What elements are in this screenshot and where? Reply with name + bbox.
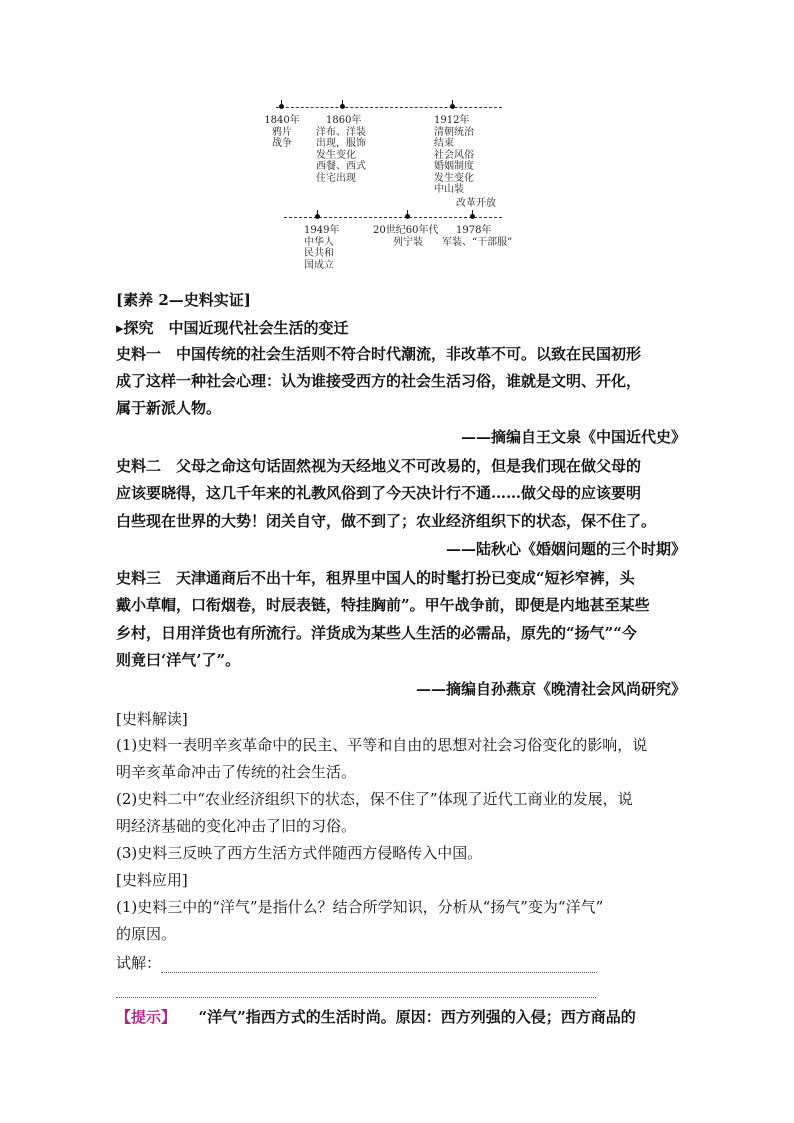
answer-label: 试解：	[116, 954, 162, 972]
source-3-line-3: 乡村，日用洋货也有所流行。洋货成为某些人生活的必需品，原先的“扬气”“今	[116, 624, 637, 642]
source-3-line-4: 则竟曰‘洋气’了”。	[116, 651, 241, 669]
tip-text: “洋气”指西方式的生活时尚。原因：西方列强的入侵；西方商品的	[198, 1008, 636, 1026]
timeline-top-axis	[276, 107, 502, 108]
timeline-reform-label: 改革开放	[456, 198, 496, 209]
application-line-2: 的原因。	[116, 925, 177, 943]
source-2-label: 史料二	[116, 457, 162, 475]
source-2-citation: ——陆秋心《婚姻问题的三个时期》	[445, 540, 686, 558]
section-title: [素养 2—史料实证]	[116, 291, 251, 309]
timeline-event-1860: 1860年 洋布、洋装 出现，服饰 发生变化 西餐、西式 住宅出现	[316, 115, 366, 184]
timeline-tick	[452, 100, 453, 108]
timeline-event-1960s: 20世纪60年代 列宁装	[373, 225, 439, 248]
source-3-citation: ——摘编自孙燕京《晚清社会风尚研究》	[415, 680, 686, 698]
timeline-tick	[472, 210, 473, 218]
source-3-label: 史料三	[116, 569, 162, 587]
source-2-line-3: 白些现在世界的大势！闭关自守，做不到了；农业经济组织下的状态，保不住了。	[116, 512, 657, 530]
interpretation-line-2: 明辛亥革命冲击了传统的社会生活。	[116, 763, 357, 781]
interpretation-line-5: (3)史料三反映了西方生活方式伴随西方侵略传入中国。	[116, 844, 483, 862]
application-title: [史料应用]	[116, 871, 188, 889]
source-3-line-1: 史料三 天津通商后不出十年，租界里中国人的时髦打扮已变成“短衫窄裤，头	[116, 569, 635, 587]
source-2-line-1: 史料二 父母之命这句话固然视为天经地义不可改易的，但是我们现在做父母的	[116, 457, 642, 475]
explore-title: ▸探究 中国近现代社会生活的变迁	[116, 319, 349, 337]
source-2-line-2: 应该要晓得，这几千年来的礼教风俗到了今天决计行不通……做父母的应该要明	[116, 484, 642, 502]
answer-blank-row-2	[116, 980, 686, 998]
source-1-label: 史料一	[116, 345, 162, 363]
interpretation-line-3: (2)史料二中“农业经济组织下的状态，保不住了”体现了近代工商业的发展，说	[116, 790, 633, 808]
source-1-citation: ——摘编自王文泉《中国近代史》	[460, 428, 686, 446]
timeline-event-1912: 1912年 清朝统治 结束 社会风俗 婚姻制度 发生变化 中山装	[434, 115, 474, 195]
timeline-event-1949: 1949年 中华人 民共和 国成立	[304, 225, 340, 271]
timeline-tick	[407, 210, 408, 218]
source-1-line-1: 史料一 中国传统的社会生活则不符合时代潮流，非改革不可。以致在民国初形	[116, 345, 642, 363]
tip-row	[116, 1006, 686, 1027]
answer-blank-line[interactable]	[116, 981, 596, 998]
answer-blank-line[interactable]	[161, 956, 597, 973]
timeline-event-1840: 1840年 鸦片 战争	[264, 115, 300, 149]
application-line-1: (1)史料三中的“洋气”是指什么？结合所学知识，分析从“扬气”变为“洋气”	[116, 898, 604, 916]
source-3-line-2: 戴小草帽，口衔烟卷，时辰表链，特挂胸前”。甲午战争前，即便是内地甚至某些	[116, 596, 650, 614]
tip-label: 【提示】	[116, 1008, 169, 1026]
source-1-line-2: 成了这样一种社会心理：认为谁接受西方的社会生活习俗，谁就是文明、开化，	[116, 372, 642, 390]
interpretation-title: [史料解读]	[116, 710, 188, 728]
timeline-tick	[342, 100, 343, 108]
answer-row	[116, 952, 686, 973]
timeline-diagram	[264, 96, 520, 286]
timeline-event-1978: 1978年 军装、“干部服”	[442, 225, 513, 248]
interpretation-line-4: 明经济基础的变化冲击了旧的习俗。	[116, 817, 357, 835]
timeline-tick	[281, 100, 282, 108]
interpretation-line-1: (1)史料一表明辛亥革命中的民主、平等和自由的思想对社会习俗变化的影响，说	[116, 736, 648, 754]
source-1-line-3: 属于新派人物。	[116, 399, 222, 417]
timeline-tick	[317, 210, 318, 218]
